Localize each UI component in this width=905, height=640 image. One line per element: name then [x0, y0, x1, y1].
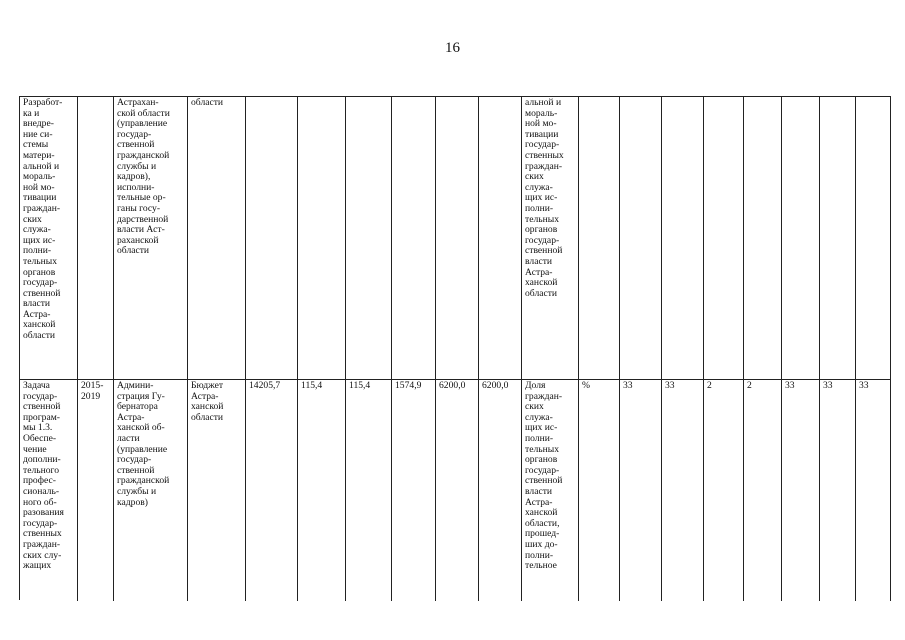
table-cell — [436, 97, 479, 380]
table-cell — [704, 97, 744, 380]
table-cell — [662, 97, 704, 380]
table-cell: Разработ- ка и внедре- ние си- стемы матери- альной и мораль- ной мо- тивации граждан- ских служа- щих ис- полни- тельных органов государ- ственной власти Астра- ханской области — [20, 97, 78, 380]
table-cell: 2 — [744, 380, 782, 601]
table-cell: 1574,9 — [392, 380, 436, 601]
table-cell: 33 — [856, 380, 891, 601]
table-cell: 33 — [782, 380, 820, 601]
table-cell — [620, 97, 662, 380]
table-cell: 14205,7 — [246, 380, 298, 601]
table-cell: 6200,0 — [479, 380, 522, 601]
table-cell: области — [188, 97, 246, 380]
table-cell — [744, 97, 782, 380]
table-cell: Админи- страция Гу- бернатора Астра- ханской об- ласти (управление государ- ственной гражданской службы и кадров) — [114, 380, 188, 601]
table-cell: % — [579, 380, 620, 601]
table-cell — [856, 97, 891, 380]
table-cell — [820, 97, 856, 380]
table-cell: 33 — [620, 380, 662, 601]
table-cell — [479, 97, 522, 380]
table-cell — [298, 97, 346, 380]
table-cell: 33 — [820, 380, 856, 601]
program-table — [19, 96, 891, 600]
table-cell: Доля граждан- ских служа- щих ис- полни- тельных органов государ- ственной власти Астра- ханской области, прошед- ших до- полни- тельное — [522, 380, 579, 601]
table-cell — [78, 97, 114, 380]
table-cell: 2015- 2019 — [78, 380, 114, 601]
table-cell — [246, 97, 298, 380]
page-number: 16 — [445, 40, 460, 56]
table-cell: Бюджет Астра- ханской области — [188, 380, 246, 601]
table-cell: 115,4 — [298, 380, 346, 601]
table-cell: Астрахан- ской области (управление государ- ственной гражданской службы и кадров), исполни- тельные ор- ганы госу- дарственной власти Аст- раханской области — [114, 97, 188, 380]
table-cell: Задача государ- ственной програм- мы 1.3. Обеспе- чение дополни- тельного профес- сиональ- ного об- разования государ- ственных граждан- ских слу- жащих — [20, 380, 78, 601]
table-cell: 33 — [662, 380, 704, 601]
table-cell: 115,4 — [346, 380, 392, 601]
table-cell: 6200,0 — [436, 380, 479, 601]
table-cell — [782, 97, 820, 380]
table-cell — [579, 97, 620, 380]
table-cell: альной и мораль- ной мо- тивации государ- ственных граждан- ских служа- щих ис- полни- тельных органов государ- ственной власти Астра- ханской области — [522, 97, 579, 380]
table-cell — [346, 97, 392, 380]
table-cell — [392, 97, 436, 380]
table-cell: 2 — [704, 380, 744, 601]
